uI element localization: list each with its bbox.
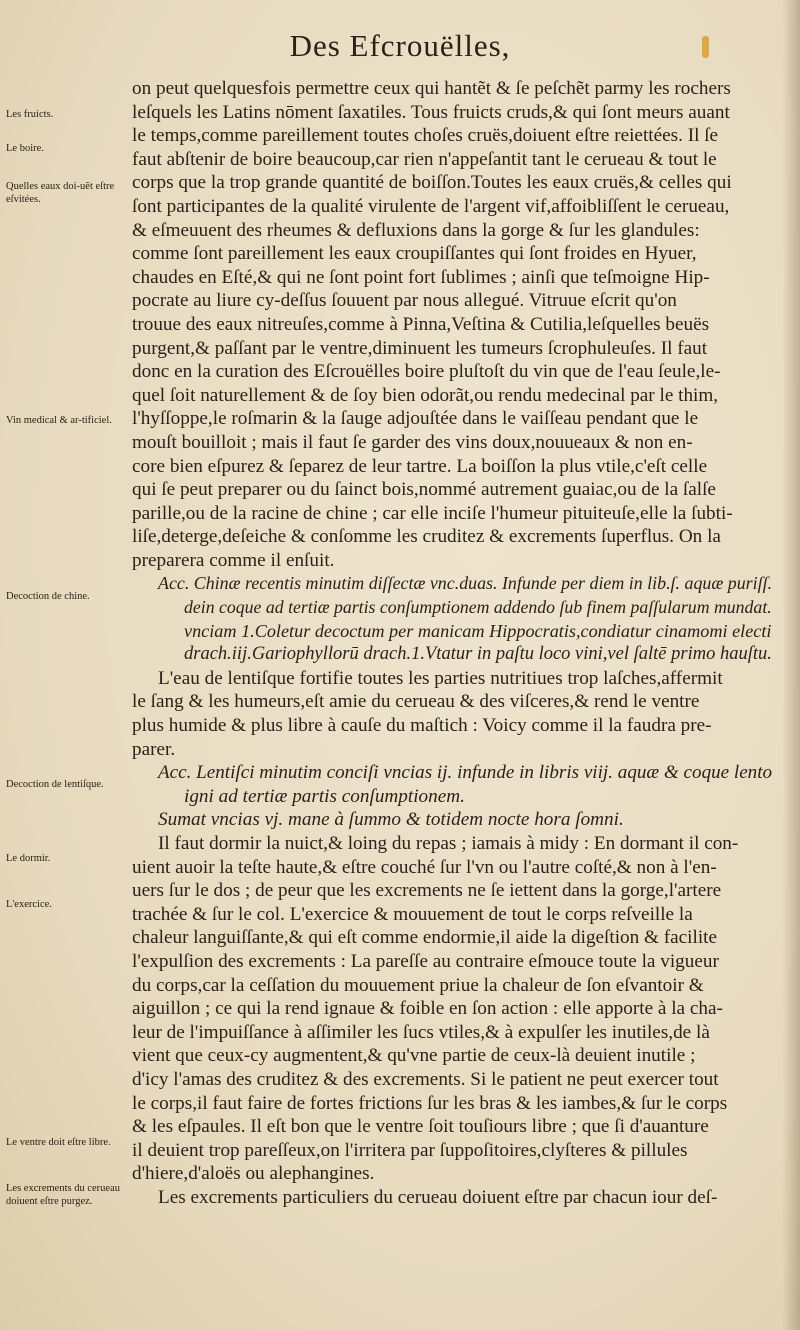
text-line: faut abſtenir de boire beaucoup,car rien n'appeſantit tant le cerueau & tout le (132, 148, 717, 170)
ink-mark (702, 36, 709, 58)
recipe-line: Sumat vncias vj. mane à ſummo & totidem nocte hora ſomni. (158, 809, 624, 831)
running-title-text: Des Efcrouëlles, (289, 28, 511, 63)
margin-note: Le boire. (6, 143, 44, 154)
text-line: vient que ceux-cy augmentent,& qu'vne partie de ceux-là deuient inutile ; (132, 1045, 696, 1067)
text-line: du corps,car la ceſſation du mouuement priue la chaleur de ſon eſvantoir & (132, 974, 704, 996)
text-line: parille,ou de la racine de chine ; car elle inciſe l'humeur pituiteuſe,elle la ſubti- (132, 502, 733, 524)
text-line: uient auoir la teſte haute,& eſtre couché ſur l'vn ou l'autre coſté,& non à l'en- (132, 856, 717, 878)
recipe-line: Acc. Chinæ recentis minutim diſſectæ vnc.duas. Infunde per diem in lib.ſ. aquæ puriſſ. (158, 573, 772, 594)
margin-note: Le ventre doit eſtre libre. (6, 1137, 111, 1148)
text-line: parer. (132, 738, 176, 760)
text-line: aiguillon ; ce qui la rend ignaue & foible en ſon action : elle apporte à la cha- (132, 998, 723, 1020)
recipe-line: igni ad tertiæ partis conſumptionem. (184, 785, 465, 807)
margin-note: Les fruicts. (6, 109, 54, 120)
text-line: d'hiere,d'aloës ou alephangines. (132, 1163, 375, 1185)
text-line: trouue des eaux nitreuſes,comme à Pinna,Veſtina & Cutilia,leſquelles beuës (132, 313, 710, 335)
recipe-line: dein coque ad tertiæ partis conſumptionem addendo ſub finem paſſularum mundat. (184, 597, 772, 618)
recipe-line: drach.iij.Gariophyllorū drach.1.Vtatur in paſtu loco vini,vel ſaltē primo hauſtu. (184, 644, 772, 665)
text-line: l'hyſſoppe,le roſmarin & la ſauge adjouſtée dans le vaiſſeau pendant que le (132, 408, 699, 430)
text-line: le ſang & les humeurs,eſt amie du cerueau & des viſceres,& rend le ventre (132, 691, 700, 713)
text-line: d'icy l'amas des cruditez & des excrements. Si le patient ne peut exercer tout (132, 1068, 719, 1090)
text-line: il deuient trop pareſſeux,on l'irritera par ſuppoſitoires,clyſteres & pillules (132, 1139, 688, 1161)
binding-shadow (782, 0, 800, 1330)
text-line: purgent,& paſſant par le ventre,diminuent les tumeurs ſcrophuleuſes. Il faut (132, 337, 708, 359)
text-line: plus humide & plus libre à cauſe du maſtich : Voicy comme il la faudra pre- (132, 715, 712, 737)
text-line: trachée & ſur le col. L'exercice & mouuement de tout le corps reſveille la (132, 903, 693, 925)
text-line: leſquels les Latins nōment ſaxatiles. Tous fruicts cruds,& qui ſont meurs auant (132, 101, 730, 123)
recipe-line: vnciam 1.Coletur decoctum per manicam Hippocratis,condiatur cinamomi electi (184, 620, 772, 641)
text-line: chaudes en Eſté,& qui ne ſont point fort ſublimes ; ainſi que teſmoigne Hip- (132, 266, 710, 288)
text-line: quel ſoit naturellement & de ſoy bien odorãt,ou rendu medecinal par le thim, (132, 384, 719, 406)
margin-note: L'exercice. (6, 899, 52, 910)
margin-note: Les excrements du cerueau doiuent eſtre purgez. (6, 1183, 120, 1207)
margin-note: Quelles eaux doi-uẽt eſtre eſvitées. (6, 181, 115, 205)
text-line: pocrate au liure cy-deſſus ſouuent par nous allegué. Vitruue eſcrit qu'on (132, 290, 677, 312)
text-line: Les excrements particuliers du cerueau doiuent eſtre par chacun iour deſ- (158, 1186, 718, 1208)
text-line: leur de l'impuiſſance à aſſimiler les ſucs vtiles,& à expulſer les inutiles,de là (132, 1021, 710, 1043)
text-line: on peut quelquesfois permettre ceux qui hantẽt & ſe peſchẽt parmy les rochers (132, 78, 731, 99)
margin-note: Le dormir. (6, 853, 51, 864)
running-title (0, 28, 800, 64)
text-line: liſe,deterge,deſeiche & conſomme les cruditez & excrements ſuperflus. On la (132, 526, 721, 548)
text-line: & eſmeuuent des rheumes & defluxions dans la gorge & ſur les glandules: (132, 219, 700, 241)
text-line: le corps,il faut faire de fortes frictions ſur les bras & les iambes,& ſur le corps (132, 1092, 728, 1114)
text-line: preparera comme il enſuit. (132, 549, 335, 571)
text-line: L'eau de lentiſque fortifie toutes les parties nutritiues trop laſches,affermit (158, 667, 723, 689)
margin-note: Decoction de chine. (6, 591, 90, 602)
text-line: le temps,comme pareillement toutes choſes cruës,doiuent eſtre reiettées. Il ſe (132, 125, 719, 147)
text-line: qui ſe peut preparer ou du ſainct bois,nommé autrement guaiac,ou de la ſalſe (132, 479, 716, 501)
text-line: donc en la curation des Eſcrouëlles boire pluſtoſt du vin que de l'eau ſeule,le- (132, 361, 721, 383)
margin-note: Vin medical & ar-tificiel. (6, 415, 112, 426)
text-line: l'expulſion des excrements : La pareſſe au contraire eſmouce toute la vigueur (132, 950, 719, 972)
text-line: uers ſur le dos ; de peur que les excrements ne ſe iettent dans la gorge,l'artere (132, 880, 722, 902)
text-line: Il faut dormir la nuict,& loing du repas ; iamais à midy : En dormant il con- (158, 833, 739, 854)
text-line: core bien eſpurez & ſeparez de leur tartre. La boiſſon la plus vtile,c'eſt celle (132, 455, 708, 477)
text-line: mouſt bouilloit ; mais il faut ſe garder des vins doux,nouueaux & non en- (132, 431, 693, 453)
body-text (132, 77, 772, 1210)
text-line: chaleur languiſſante,& qui eſt comme endormie,il aide la digeſtion & facilite (132, 927, 718, 949)
text-line: ſont participantes de la qualité virulente de l'argent vif,affoibliſſent le cerueau, (132, 195, 730, 217)
text-line: & les eſpaules. Il eſt bon que le ventre ſoit touſiours libre ; que ſi d'auanture (132, 1116, 709, 1138)
text-line: comme ſont pareillement les eaux croupiſſantes qui ſont froides en Hyuer, (132, 243, 697, 265)
recipe-line: Acc. Lentiſci minutim conciſi vncias ij. infunde in libris viij. aquæ & coque lento (158, 762, 772, 784)
margin-note: Decoction de lentiſque. (6, 779, 104, 790)
text-line: corps que la trop grande quantité de boiſſon.Toutes les eaux cruës,& celles qui (132, 172, 732, 194)
